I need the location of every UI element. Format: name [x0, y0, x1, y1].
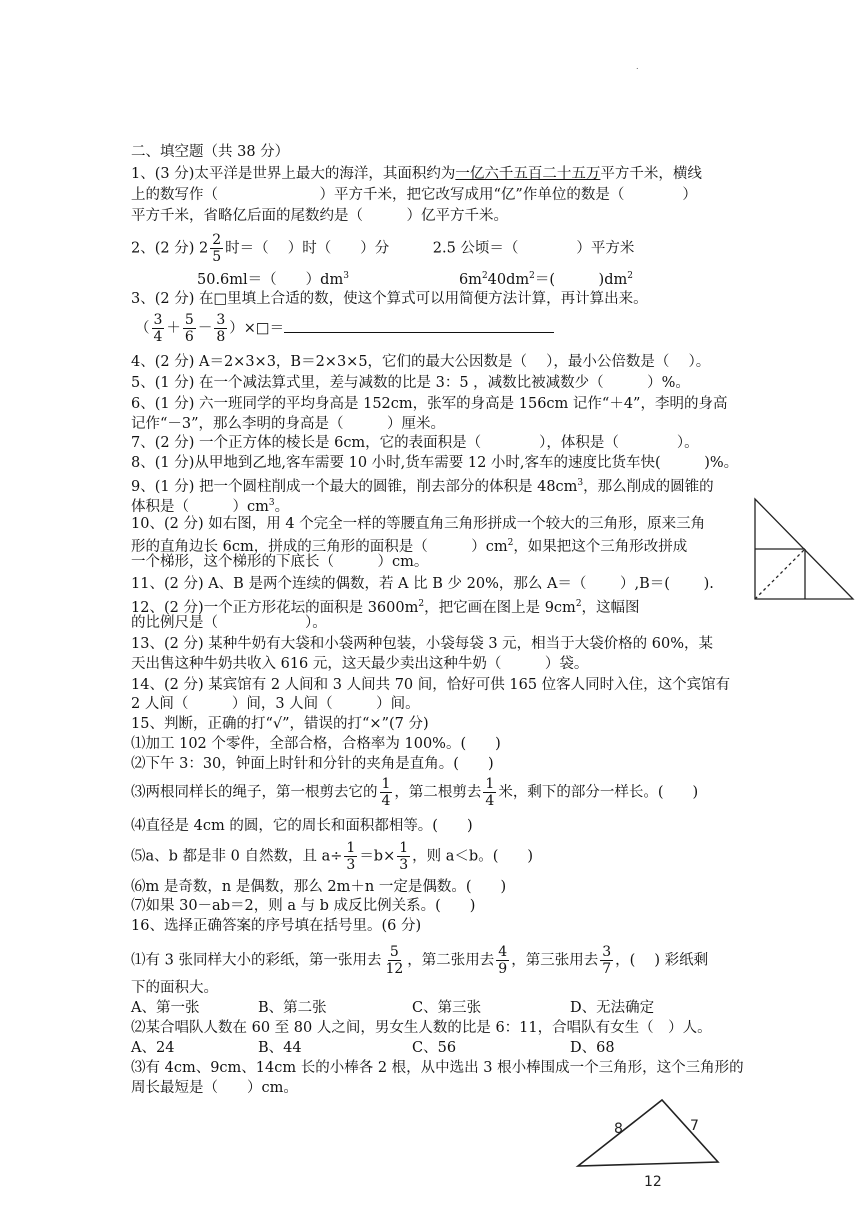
- triangle-label-right: 7: [690, 1118, 699, 1134]
- section-title: 二、填空题（共 38 分）: [131, 144, 290, 160]
- q16-p1-option-b: B、第二张: [258, 1000, 327, 1016]
- q15-item3: ⑶两根同样长的绳子，第一根剪去它的 $\frac{1}{4}$ ，第二根剪去 $\frac{1}{4}$ 米，剩下的部分一样长。( ): [131, 776, 699, 809]
- q15-item6: ⑹m 是奇数，n 是偶数，那么 2m＋n 一定是偶数。( ): [131, 879, 507, 895]
- fraction: $\frac{2}{5}$: [212, 232, 222, 265]
- q13-line1: 13、(2 分) 某种牛奶有大袋和小袋两种包装，小袋每袋 3 元，相当于大袋价格的 60%，某: [131, 636, 713, 652]
- q10-line2: 形的直角边长 6cm，拼成的三角形的面积是（ ）$cm^2$，如果把这个三角形改拼成: [131, 538, 688, 555]
- q10-line1: 10、(2 分) 如右图，用 4 个完全一样的等腰直角三角形拼成一个较大的三角形，原来三角: [131, 516, 706, 532]
- q2-line2: 50.6ml＝（ ）$dm^3$ $6m^240dm^2=$( )$dm^2$: [197, 271, 633, 288]
- q1-underlined-number: 一亿六千五百二十五万: [455, 166, 601, 182]
- triangle-8-7-12-figure: [570, 1094, 730, 1192]
- triangle-label-bottom: 12: [644, 1174, 662, 1190]
- q6-line1: 6、(1 分) 六一班同学的平均身高是 152cm，张军的身高是 156cm 记作“＋4”，李明的身高: [131, 396, 728, 412]
- q9-line2: 体积是（ ）$cm^3$。: [131, 498, 290, 515]
- q16-p2-option-b: B、44: [258, 1040, 302, 1056]
- q15-item4: ⑷直径是 4cm 的圆，它的周长和面积都相等。( ): [131, 818, 473, 834]
- q11: 11、(2 分) A、B 是两个连续的偶数，若 A 比 B 少 20%，那么 A＝（ ）,B＝( ).: [131, 576, 714, 592]
- q10-triangle-figure: [752, 496, 856, 602]
- q9-line1: 9、(1 分) 把一个圆柱削成一个最大的圆锥，削去部分的体积是 $48cm^3$，那么削成的圆锥的: [131, 478, 714, 495]
- q13-line2: 天出售这种牛奶共收入 616 元，这天最少卖出这种牛奶（ ）袋。: [131, 656, 589, 672]
- q16-p1-line1: ⑴有 3 张同样大小的彩纸，第一张用去 $\frac{5}{12}$ ，第二张用去 $\frac{4}{9}$ ，第三张用去 $\frac{3}{7}$ ，( ) 彩纸剩: [131, 944, 709, 977]
- q15-item7: ⑺如果 30－ab＝2，则 a 与 b 成反比例关系。( ): [131, 898, 476, 914]
- q16-p1-option-c: C、第三张: [412, 1000, 482, 1016]
- q8: 8、(1 分)从甲地到乙地,客车需要 10 小时,货车需要 12 小时,客车的速度比货车快( )%。: [131, 455, 739, 471]
- q1-line1: 1、(3 分)太平洋是世界上最大的海洋，其面积约为一亿六千五百二十五万平方千米，横线: [131, 166, 702, 182]
- q15-title: 15、判断，正确的打“√”，错误的打“×”(7 分): [131, 716, 429, 732]
- q16-p3-line1: ⑶有 4cm、9cm、14cm 长的小棒各 2 根，从中选出 3 根小棒围成一个三角形，这个三角形的: [131, 1060, 744, 1076]
- q7: 7、(2 分) 一个正方体的棱长是 6cm，它的表面积是（ ），体积是（ ）。: [131, 435, 699, 451]
- q1-line3: 平方千米，省略亿后面的尾数约是（ ）亿平方千米。: [131, 208, 508, 224]
- q14-line2: 2 人间（ ）间，3 人间（ ）间。: [131, 696, 420, 712]
- q1-line2: 上的数写作（ ）平方千米，把它改写成用“亿”作单位的数是（ ）: [131, 187, 697, 203]
- q6-line2: 记作“－3”，那么李明的身高是（ ）厘米。: [131, 416, 446, 432]
- q5: 5、(1 分) 在一个减法算式里，差与减数的比是 3：5 ，减数比被减数少（ ）%。: [131, 375, 690, 391]
- triangle-label-left: 8: [614, 1121, 623, 1137]
- q3-expression: （ $\frac{3}{4}$ ＋ $\frac{5}{6}$ － $\frac{3}{8}$ ）×□＝: [135, 312, 554, 345]
- q16-p1-option-d: D、无法确定: [570, 1000, 655, 1016]
- q16-p3-line2: 周长最短是（ ）cm。: [131, 1080, 298, 1096]
- q4: 4、(2 分) A＝2×3×3，B＝2×3×5，它们的最大公因数是（ ），最小公倍数是（ ）。: [131, 354, 711, 370]
- q12-line2: 的比例尺是（ ）。: [131, 615, 327, 631]
- q15-item1: ⑴加工 102 个零件，全部合格，合格率为 100%。( ): [131, 736, 501, 752]
- q16-title: 16、选择正确答案的序号填在括号里。(6 分): [131, 918, 422, 934]
- q16-p1-line2: 下的面积大。: [131, 980, 218, 996]
- q2-line1: 2、(2 分) 2 $\frac{2}{5}$ 时＝（ ）时（ ）分 2.5 公顷＝（ ）平方米: [131, 232, 635, 265]
- q16-p1-option-a: A、第一张: [131, 1000, 200, 1016]
- answer-line: [284, 318, 554, 333]
- q3-line1: 3、(2 分) 在□里填上合适的数，使这个算式可以用简便方法计算，再计算出来。: [131, 291, 648, 307]
- q12-line1: 12、(2 分)一个正方形花坛的面积是 $3600m^2$，把它画在图上是 $9cm^2$，这幅图: [131, 599, 640, 616]
- q16-p2-option-d: D、68: [570, 1040, 615, 1056]
- q16-p2-option-c: C、56: [412, 1040, 457, 1056]
- q15-item2: ⑵下午 3：30，钟面上时针和分针的夹角是直角。( ): [131, 756, 494, 772]
- q16-p2: ⑵某合唱队人数在 60 至 80 人之间，男女生人数的比是 6：11，合唱队有女生（ ）人。: [131, 1020, 712, 1036]
- q10-line3: 一个梯形，这个梯形的下底长（ ）cm。: [131, 554, 429, 570]
- q15-item5: ⑸a、b 都是非 0 自然数，且 a÷ $\frac{1}{3}$ ＝b× $\frac{1}{3}$ ，则 a＜b。( ): [131, 840, 534, 873]
- q16-p2-option-a: A、24: [131, 1040, 175, 1056]
- header-mark: .: [636, 62, 639, 71]
- q14-line1: 14、(2 分) 某宾馆有 2 人间和 3 人间共 70 间，恰好可供 165 位客人同时入住，这个宾馆有: [131, 677, 731, 693]
